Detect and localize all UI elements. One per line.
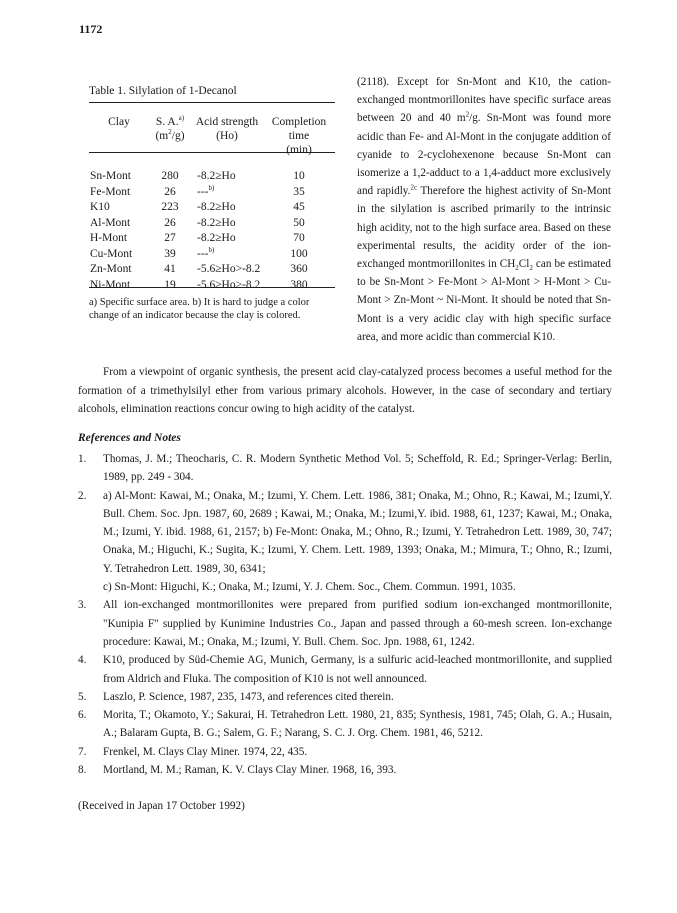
- table-header-row: [89, 115, 335, 157]
- header-surface-area: S. A.$^{a)}$ $(m^2/g)$: [155, 114, 185, 142]
- reference-item: [78, 706, 612, 743]
- reference-item: [78, 761, 612, 779]
- reference-text: Laszlo, P. Science, 1987, 235, 1473, and references cited therein.: [103, 690, 394, 703]
- cell-clay: Al-Mont: [90, 216, 131, 229]
- cell-clay: Zn-Mont: [90, 263, 132, 275]
- cell-clay: K10: [90, 201, 110, 213]
- reference-number: 5.: [78, 690, 87, 703]
- cell-acid-strength: -8.2≥Ho: [197, 201, 236, 213]
- table-row: [89, 231, 335, 247]
- reference-text: All ion-exchanged montmorillonites were prepared from purified sodium ion-exchanged montmorillonite, "Kunipia F" supplied by Kunimine Industries Co., Japan and passed through a 60-mesh screen. Ion-exchange procedure: Kawai, M.; Onaka, M.; Izumi, Y. Bull. Chem. Soc. Jpn. 1988, 61, 1242.: [103, 599, 612, 648]
- cell-completion-time: 45: [293, 201, 305, 213]
- cell-completion-time: 70: [293, 232, 305, 244]
- cell-completion-time: 380: [290, 278, 308, 291]
- cell-clay: Sn-Mont: [90, 170, 131, 182]
- reference-text: K10, produced by Süd-Chemie AG, Munich, Germany, is a sulfuric acid-leached montmorillonite, and supplied from Aldrich and Fluka. The composition of K10 is not well announced.: [103, 654, 612, 685]
- reference-item: [78, 743, 612, 761]
- reference-item: [78, 596, 612, 651]
- reference-item: [78, 688, 612, 706]
- cell-surface-area: 280: [161, 170, 179, 182]
- silylation-table: [89, 115, 335, 293]
- cell-acid-strength: ---$^{b)}$: [197, 183, 215, 198]
- cell-acid-strength: ---$^{b)}$: [197, 245, 215, 260]
- table-caption: Table 1. Silylation of 1-Decanol: [89, 85, 237, 97]
- reference-text: Mortland, M. M.; Raman, K. V. Clays Clay Miner. 1968, 16, 393.: [103, 764, 397, 777]
- cell-acid-strength: -8.2≥Ho: [197, 170, 236, 182]
- cell-surface-area: 39: [164, 247, 176, 260]
- cell-surface-area: 223: [161, 201, 179, 213]
- page-number: 1172: [79, 22, 103, 36]
- received-date: (Received in Japan 17 October 1992): [78, 800, 245, 812]
- cell-surface-area: 41: [164, 263, 176, 275]
- body-paragraph: From a viewpoint of organic synthesis, the present acid clay-catalyzed process becomes a useful method for the formation of a trimethylsilyl ether from various primary alcohols. However, in the case of secondary and tertiary alcohols, elimination reactions concur owing to high acidity of the catalyst.: [78, 366, 612, 415]
- table-row: [89, 216, 335, 232]
- cell-surface-area: 26: [164, 185, 176, 198]
- reference-item: [78, 651, 612, 688]
- cell-acid-strength: -5.6≥Ho>-8.2: [197, 263, 261, 275]
- reference-number: 3.: [78, 599, 87, 612]
- cell-acid-strength: -8.2≥Ho: [197, 216, 236, 229]
- cell-acid-strength: -8.2≥Ho: [197, 232, 236, 244]
- header-clay: Clay: [108, 116, 130, 128]
- table-top-rule: [89, 102, 335, 103]
- references-heading: References and Notes: [78, 432, 181, 444]
- reference-text: Thomas, J. M.; Theocharis, C. R. Modern Synthetic Method Vol. 5; Scheffold, R. Ed.; Springer-Verlag: Berlin, 1989, pp. 249 - 304.: [103, 453, 612, 484]
- reference-text: a) Al-Mont: Kawai, M.; Onaka, M.; Izumi, Y. Chem. Lett. 1986, 381; Onaka, M.; Ohno, R.; Kawai, M.; Izumi,Y. Bull. Chem. Soc. Jpn. 1987, 60, 2689 ; Kawai, M.; Onaka, M.; Izumi,Y. ibid. 1988, 61, 1237; Kawai, M.; Onaka, M.; Izumi, Y. ibid. 1988, 61, 2157; b) Fe-Mont: Onaka, M.; Ohno, R.; Izumi, Y. Tetrahedron Lett. 1989, 30, 747; Onaka, M.; Higuchi, K.; Sugita, K.; Izumi, Y. Chem. Lett. 1989, 1393; Onaka, M.; Mimura, T.; Ohno, R.; Izumi, Y. Tetrahedron Lett. 1989, 30, 6341;: [103, 489, 612, 575]
- cell-completion-time: 100: [290, 247, 308, 260]
- header-acid-strength: Acid strength (Ho): [195, 116, 259, 142]
- table-row: [89, 278, 335, 294]
- cell-completion-time: 10: [293, 170, 305, 182]
- cell-completion-time: 50: [293, 216, 305, 229]
- table-row: [89, 262, 335, 278]
- header-completion-time: Completion time (min): [271, 116, 327, 156]
- table-row: [89, 169, 335, 185]
- reference-text: Morita, T.; Okamoto, Y.; Sakurai, H. Tetrahedron Lett. 1980, 21, 835; Synthesis, 1981, 745; Olah, G. A.; Husain, A.; Balaram Gupta, B. G.; Salem, G. F.; Narang, S. C. J. Org. Chem. 1981, 46, 5212.: [103, 709, 612, 740]
- cell-acid-strength: -5.6≥Ho>-8.2: [197, 278, 261, 291]
- table-row: [89, 200, 335, 216]
- reference-number: 7.: [78, 745, 87, 758]
- table-footnote: a) Specific surface area. b) It is hard to judge a color change of an indicator because the clay is colored.: [89, 297, 310, 321]
- cell-surface-area: 19: [164, 278, 176, 291]
- reference-number: 2.: [78, 489, 87, 502]
- reference-text-part: c) Sn-Mont: Higuchi, K.; Onaka, M.; Izumi, Y. J. Chem. Soc., Chem. Commun. 1991, 1035.: [103, 581, 516, 594]
- reference-number: 8.: [78, 764, 87, 777]
- reference-text: Frenkel, M. Clays Clay Miner. 1974, 22, 435.: [103, 745, 308, 758]
- cell-clay: Fe-Mont: [90, 185, 131, 198]
- cell-surface-area: 26: [164, 216, 176, 229]
- table-row: [89, 247, 335, 263]
- right-column-text: (2118). Except for Sn-Mont and K10, the cation-exchanged montmorillonites have specific surface areas between 20 and 40 $m^2/g$. Sn-Mont was found more acidic than Fe- and Al-Mont in the conjugate addition of cyanide to 2-cyclohexenone because Sn-Mont can isomerize a 1,2-adduct to a 1,4-adduct more exclusively and rapidly.$^{2c}$ Therefore the highest activity of Sn-Mont in the silylation is ascribed primarily to the intrinsic high acidity, not to the high surface area. Based on these experimental results, the acidity order of the ion-exchanged montmorillonites in $CH_2Cl_2$ can be estimated to be Sn-Mont > Fe-Mont > Al-Mont > H-Mont > Cu-Mont > Zn-Mont ~ Ni-Mont. It should be noted that Sn-Mont is a very acidic clay with high specific surface area, and more acidic than commercial K10.: [357, 76, 611, 343]
- cell-clay: H-Mont: [90, 232, 128, 244]
- references-list: [78, 450, 612, 779]
- cell-completion-time: 360: [290, 263, 308, 275]
- reference-number: 1.: [78, 453, 87, 465]
- cell-surface-area: 27: [164, 232, 176, 244]
- reference-item: [78, 450, 612, 487]
- table-row: [89, 185, 335, 201]
- cell-clay: Ni-Mont: [90, 278, 131, 291]
- cell-clay: Cu-Mont: [90, 247, 133, 260]
- reference-number: 6.: [78, 709, 87, 722]
- cell-completion-time: 35: [293, 185, 305, 198]
- reference-number: 4.: [78, 654, 87, 667]
- reference-item: [78, 487, 612, 597]
